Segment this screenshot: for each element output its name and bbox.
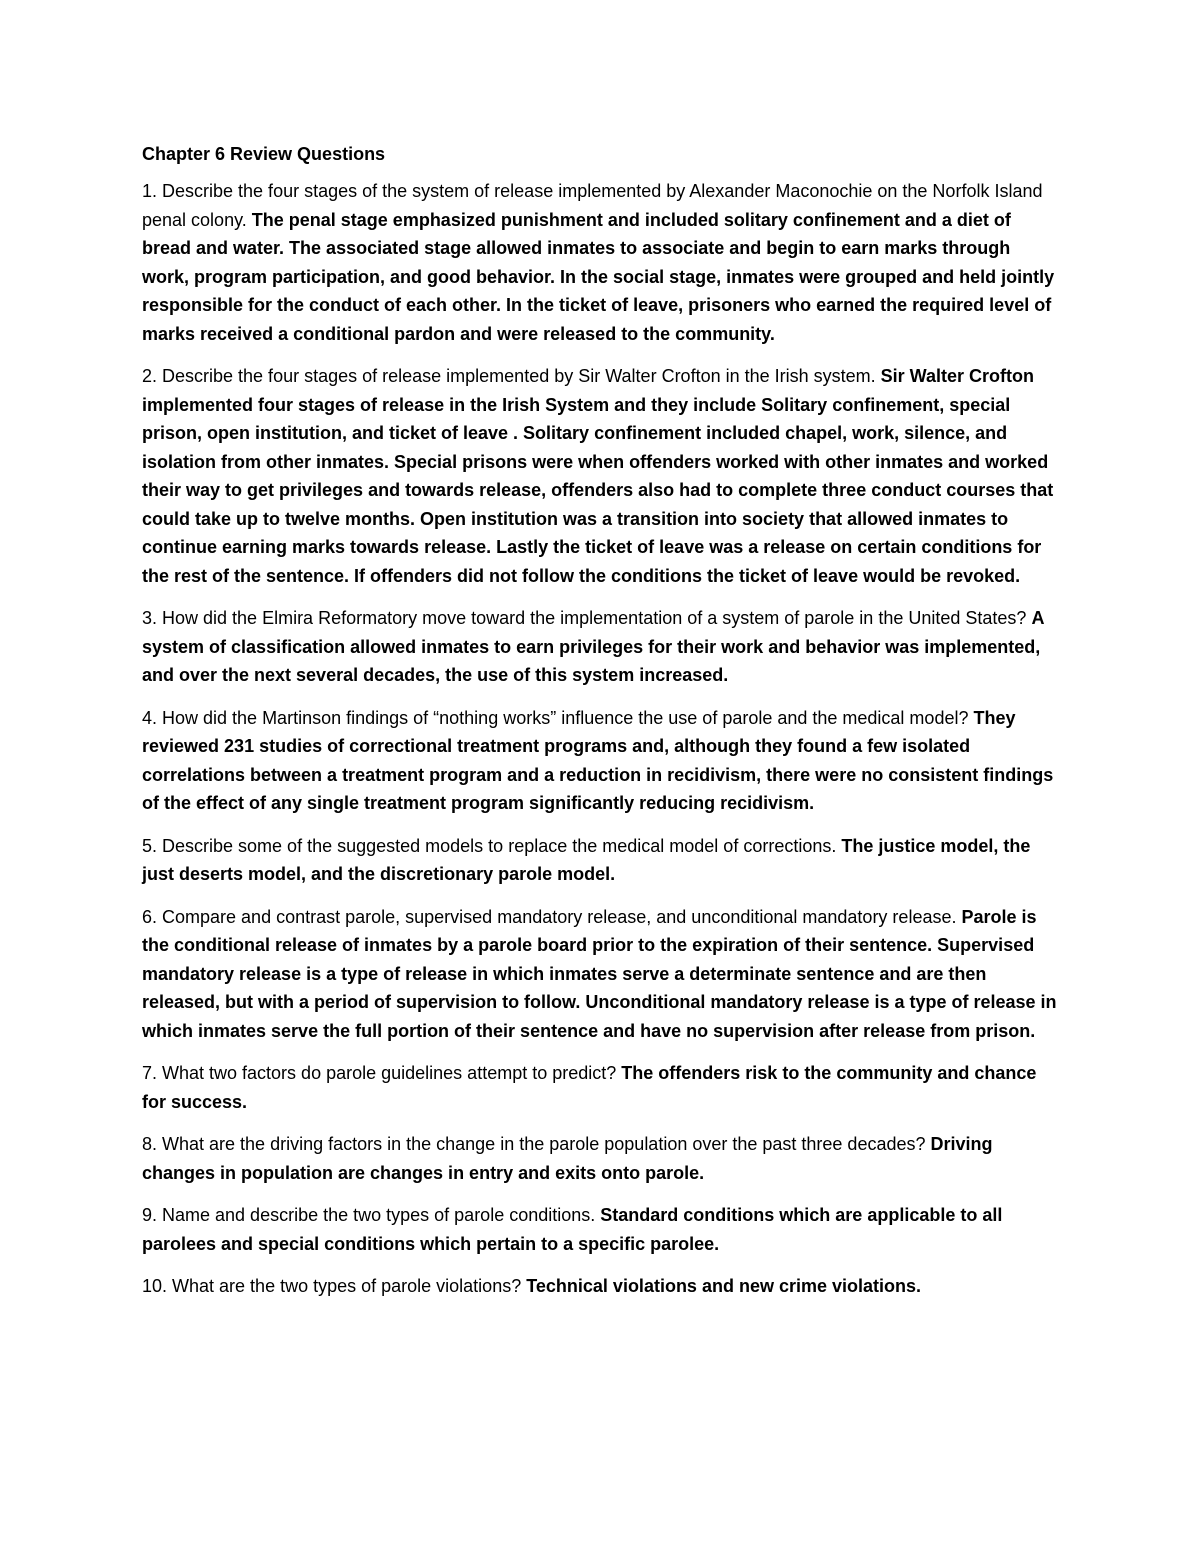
qa-item-6 <box>142 903 1060 1046</box>
answer-7: The offenders risk to the community and chance for success. <box>142 1063 1037 1112</box>
question-1: 1. Describe the four stages of the system of release implemented by Alexander Maconochie on the Norfolk Island penal colony. <box>142 181 1043 230</box>
question-9: 9. Name and describe the two types of parole conditions. <box>142 1205 596 1225</box>
qa-item-10 <box>142 1272 1060 1301</box>
answer-5: The justice model, the just deserts model, and the discretionary parole model. <box>142 835 1031 884</box>
document-title: Chapter 6 Review Questions <box>142 144 386 164</box>
question-5: 5. Describe some of the suggested models to replace the medical model of corrections. <box>142 835 837 856</box>
answer-6: Parole is the conditional release of inmates by a parole board prior to the expiration of their sentence. Supervised mandatory release is a type of release in which inmates serve a determinate sentence and are then released, but with a period of supervision to follow. Unconditional mandatory release is a type of release in which inmates serve the full portion of their sentence and have no supervision after release from prison. <box>142 906 1057 1041</box>
question-7: 7. What two factors do parole guidelines attempt to predict? <box>142 1063 617 1083</box>
question-3: 3. How did the Elmira Reformatory move toward the implementation of a system of parole in the United States? <box>142 608 1027 628</box>
question-6: 6. Compare and contrast parole, supervised mandatory release, and unconditional mandatory release. <box>142 906 957 927</box>
question-4: 4. How did the Martinson findings of “nothing works” influence the use of parole and the medical model? <box>142 707 969 728</box>
qa-item-3 <box>142 604 1060 690</box>
answer-3: A system of classification allowed inmates to earn privileges for their work and behavior was implemented, and over the next several decades, the use of this system increased. <box>142 608 1044 685</box>
qa-item-4 <box>142 704 1060 818</box>
answer-10: Technical violations and new crime violations. <box>526 1276 922 1296</box>
answer-2: Sir Walter Crofton implemented four stages of release in the Irish System and they include Solitary confinement, special prison, open institution, and ticket of leave . Solitary confinement included chapel, work, silence, and isolation from other inmates. Special prisons were when offenders worked with other inmates and worked their way to get privileges and towards release, offenders also had to complete three conduct courses that could take up to twelve months. Open institution was a transition into society that allowed inmates to continue earning marks towards release. Lastly the ticket of leave was a release on certain conditions for the rest of the sentence. If offenders did not follow the conditions the ticket of leave would be revoked. <box>142 366 1054 586</box>
answer-1: The penal stage emphasized punishment and included solitary confinement and a diet of bread and water. The associated stage allowed inmates to associate and begin to earn marks through work, program participation, and good behavior. In the social stage, inmates were grouped and held jointly responsible for the conduct of each other. In the ticket of leave, prisoners who earned the required level of marks received a conditional pardon and were released to the community. <box>142 209 1055 344</box>
qa-item-9 <box>142 1201 1060 1258</box>
qa-item-2 <box>142 362 1060 590</box>
qa-item-7 <box>142 1059 1060 1116</box>
answer-8: Driving changes in population are changes in entry and exits onto parole. <box>142 1134 993 1183</box>
answer-9: Standard conditions which are applicable to all parolees and special conditions which pertain to a specific parolee. <box>142 1205 1003 1254</box>
qa-item-8 <box>142 1130 1060 1187</box>
qa-item-1 <box>142 177 1060 348</box>
question-10: 10. What are the two types of parole violations? <box>142 1276 522 1296</box>
answer-4: They reviewed 231 studies of correctional treatment programs and, although they found a few isolated correlations between a treatment program and a reduction in recidivism, there were no consistent findings of the effect of any single treatment program significantly reducing recidivism. <box>142 707 1054 813</box>
question-8: 8. What are the driving factors in the change in the parole population over the past three decades? <box>142 1134 926 1154</box>
question-2: 2. Describe the four stages of release implemented by Sir Walter Crofton in the Irish system. <box>142 366 876 386</box>
qa-item-5 <box>142 832 1060 889</box>
document-page <box>142 140 1060 1315</box>
